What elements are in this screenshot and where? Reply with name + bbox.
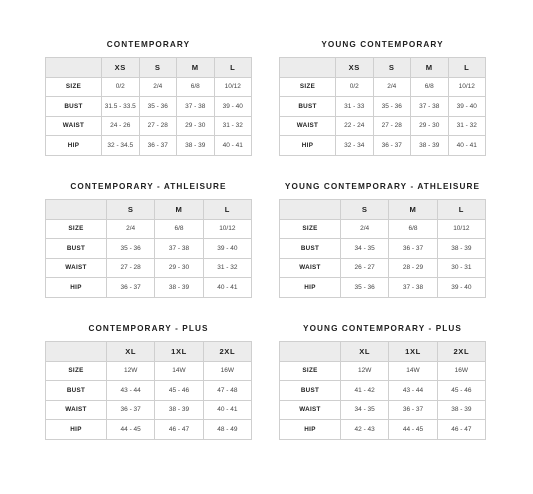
table-cell: 40 - 41 bbox=[214, 136, 252, 156]
table-row bbox=[46, 381, 252, 401]
table-cell: 31 - 32 bbox=[203, 258, 251, 278]
size-header: 1XL bbox=[389, 342, 437, 362]
young-contemporary-table bbox=[279, 57, 486, 156]
table-cell: 38 - 39 bbox=[437, 239, 485, 259]
table-cell: 40 - 41 bbox=[203, 278, 251, 298]
table-cell: 2/4 bbox=[373, 77, 411, 97]
table-cell: 29 - 30 bbox=[177, 116, 215, 136]
young-contemporary-athleisure-size-chart bbox=[279, 182, 486, 298]
row-label: BUST bbox=[280, 97, 336, 117]
table-cell: 42 - 43 bbox=[341, 420, 389, 440]
table-cell: 34 - 35 bbox=[341, 239, 389, 259]
table-row bbox=[280, 420, 486, 440]
table-cell: 47 - 48 bbox=[203, 381, 251, 401]
table-cell: 36 - 37 bbox=[139, 136, 177, 156]
table-cell: 32 - 34 bbox=[336, 136, 374, 156]
table-cell: 14W bbox=[389, 361, 437, 381]
table-row bbox=[46, 239, 252, 259]
young-contemporary-plus-title: YOUNG CONTEMPORARY - PLUS bbox=[303, 324, 462, 333]
table-cell: 36 - 37 bbox=[389, 400, 437, 420]
corner-cell bbox=[46, 58, 102, 78]
table-cell: 29 - 30 bbox=[155, 258, 203, 278]
table-row bbox=[46, 400, 252, 420]
table-row bbox=[46, 278, 252, 298]
table-cell: 39 - 40 bbox=[437, 278, 485, 298]
table-cell: 29 - 30 bbox=[411, 116, 449, 136]
size-header: XS bbox=[102, 58, 140, 78]
table-cell: 41 - 42 bbox=[341, 381, 389, 401]
table-row bbox=[280, 239, 486, 259]
size-header: XS bbox=[336, 58, 374, 78]
young-contemporary-plus-table bbox=[279, 341, 486, 440]
table-cell: 36 - 37 bbox=[389, 239, 437, 259]
row-label: BUST bbox=[280, 381, 341, 401]
table-row bbox=[280, 219, 486, 239]
table-cell: 27 - 28 bbox=[373, 116, 411, 136]
header-row bbox=[280, 58, 486, 78]
table-cell: 46 - 47 bbox=[437, 420, 485, 440]
table-cell: 6/8 bbox=[177, 77, 215, 97]
table-cell: 36 - 37 bbox=[107, 278, 155, 298]
row-label: SIZE bbox=[280, 77, 336, 97]
row-label: BUST bbox=[280, 239, 341, 259]
table-cell: 39 - 40 bbox=[214, 97, 252, 117]
table-cell: 35 - 36 bbox=[373, 97, 411, 117]
table-cell: 38 - 39 bbox=[177, 136, 215, 156]
table-cell: 10/12 bbox=[214, 77, 252, 97]
row-label: WAIST bbox=[46, 116, 102, 136]
table-cell: 45 - 46 bbox=[155, 381, 203, 401]
table-cell: 31.5 - 33.5 bbox=[102, 97, 140, 117]
row-label: SIZE bbox=[280, 361, 341, 381]
table-cell: 38 - 39 bbox=[437, 400, 485, 420]
table-cell: 36 - 37 bbox=[373, 136, 411, 156]
header-row bbox=[46, 342, 252, 362]
table-row bbox=[280, 278, 486, 298]
table-cell: 35 - 36 bbox=[139, 97, 177, 117]
table-cell: 38 - 39 bbox=[155, 400, 203, 420]
table-cell: 16W bbox=[203, 361, 251, 381]
table-cell: 0/2 bbox=[336, 77, 374, 97]
table-cell: 36 - 37 bbox=[107, 400, 155, 420]
size-header: 1XL bbox=[155, 342, 203, 362]
row-label: BUST bbox=[46, 97, 102, 117]
table-cell: 2/4 bbox=[341, 219, 389, 239]
table-cell: 40 - 41 bbox=[203, 400, 251, 420]
table-cell: 12W bbox=[341, 361, 389, 381]
table-cell: 10/12 bbox=[203, 219, 251, 239]
row-label: SIZE bbox=[280, 219, 341, 239]
young-contemporary-athleisure-title: YOUNG CONTEMPORARY - ATHLEISURE bbox=[284, 182, 481, 191]
row-label: SIZE bbox=[46, 361, 107, 381]
contemporary-plus-title: CONTEMPORARY - PLUS bbox=[88, 324, 209, 333]
size-header: S bbox=[373, 58, 411, 78]
table-row bbox=[46, 97, 252, 117]
row-label: HIP bbox=[46, 278, 107, 298]
row-label: WAIST bbox=[46, 400, 107, 420]
table-row bbox=[46, 77, 252, 97]
table-cell: 31 - 32 bbox=[448, 116, 486, 136]
table-row bbox=[46, 420, 252, 440]
table-cell: 28 - 29 bbox=[389, 258, 437, 278]
table-row bbox=[280, 361, 486, 381]
table-cell: 2/4 bbox=[139, 77, 177, 97]
table-cell: 37 - 38 bbox=[177, 97, 215, 117]
table-row bbox=[46, 219, 252, 239]
table-cell: 35 - 36 bbox=[341, 278, 389, 298]
size-header: S bbox=[341, 200, 389, 220]
table-row bbox=[280, 136, 486, 156]
table-cell: 30 - 31 bbox=[437, 258, 485, 278]
table-row bbox=[46, 258, 252, 278]
size-header: S bbox=[139, 58, 177, 78]
contemporary-size-chart bbox=[45, 40, 252, 156]
table-cell: 37 - 38 bbox=[155, 239, 203, 259]
size-header: S bbox=[107, 200, 155, 220]
table-row bbox=[46, 361, 252, 381]
young-contemporary-title: YOUNG CONTEMPORARY bbox=[321, 40, 444, 49]
table-cell: 39 - 40 bbox=[203, 239, 251, 259]
row-label: SIZE bbox=[46, 77, 102, 97]
table-cell: 43 - 44 bbox=[107, 381, 155, 401]
table-cell: 2/4 bbox=[107, 219, 155, 239]
table-cell: 44 - 45 bbox=[389, 420, 437, 440]
table-row bbox=[280, 97, 486, 117]
row-label: BUST bbox=[46, 239, 107, 259]
header-row bbox=[46, 58, 252, 78]
size-header: 2XL bbox=[437, 342, 485, 362]
header-row bbox=[46, 200, 252, 220]
table-cell: 35 - 36 bbox=[107, 239, 155, 259]
contemporary-plus-table bbox=[45, 341, 252, 440]
table-cell: 39 - 40 bbox=[448, 97, 486, 117]
table-cell: 16W bbox=[437, 361, 485, 381]
young-contemporary-plus-size-chart bbox=[279, 324, 486, 440]
header-row bbox=[280, 342, 486, 362]
table-cell: 24 - 26 bbox=[102, 116, 140, 136]
table-row bbox=[280, 258, 486, 278]
table-cell: 10/12 bbox=[448, 77, 486, 97]
young-contemporary-size-chart bbox=[279, 40, 486, 156]
row-label: BUST bbox=[46, 381, 107, 401]
size-header: XL bbox=[107, 342, 155, 362]
table-cell: 14W bbox=[155, 361, 203, 381]
table-cell: 6/8 bbox=[155, 219, 203, 239]
size-header: M bbox=[411, 58, 449, 78]
row-label: HIP bbox=[46, 420, 107, 440]
row-label: WAIST bbox=[280, 116, 336, 136]
size-header: M bbox=[177, 58, 215, 78]
table-row bbox=[280, 77, 486, 97]
corner-cell bbox=[46, 200, 107, 220]
size-header: XL bbox=[341, 342, 389, 362]
table-cell: 6/8 bbox=[411, 77, 449, 97]
table-row bbox=[280, 381, 486, 401]
contemporary-table bbox=[45, 57, 252, 156]
row-label: HIP bbox=[280, 278, 341, 298]
table-cell: 37 - 38 bbox=[411, 97, 449, 117]
row-label: SIZE bbox=[46, 219, 107, 239]
contemporary-plus-size-chart bbox=[45, 324, 252, 440]
row-label: HIP bbox=[280, 420, 341, 440]
table-cell: 45 - 46 bbox=[437, 381, 485, 401]
row-label: WAIST bbox=[46, 258, 107, 278]
contemporary-athleisure-size-chart bbox=[45, 182, 252, 298]
contemporary-athleisure-title: CONTEMPORARY - ATHLEISURE bbox=[70, 182, 227, 191]
corner-cell bbox=[280, 58, 336, 78]
table-cell: 27 - 28 bbox=[139, 116, 177, 136]
table-row bbox=[46, 136, 252, 156]
contemporary-athleisure-table bbox=[45, 199, 252, 298]
table-cell: 6/8 bbox=[389, 219, 437, 239]
corner-cell bbox=[280, 200, 341, 220]
table-cell: 0/2 bbox=[102, 77, 140, 97]
table-cell: 12W bbox=[107, 361, 155, 381]
size-header: M bbox=[155, 200, 203, 220]
table-cell: 44 - 45 bbox=[107, 420, 155, 440]
table-cell: 38 - 39 bbox=[155, 278, 203, 298]
corner-cell bbox=[280, 342, 341, 362]
table-cell: 27 - 28 bbox=[107, 258, 155, 278]
table-cell: 48 - 49 bbox=[203, 420, 251, 440]
row-label: WAIST bbox=[280, 258, 341, 278]
corner-cell bbox=[46, 342, 107, 362]
size-header: L bbox=[437, 200, 485, 220]
size-header: M bbox=[389, 200, 437, 220]
table-cell: 37 - 38 bbox=[389, 278, 437, 298]
row-label: HIP bbox=[280, 136, 336, 156]
size-header: L bbox=[448, 58, 486, 78]
row-label: HIP bbox=[46, 136, 102, 156]
table-cell: 26 - 27 bbox=[341, 258, 389, 278]
table-row bbox=[280, 400, 486, 420]
table-row bbox=[46, 116, 252, 136]
table-row bbox=[280, 116, 486, 136]
table-cell: 34 - 35 bbox=[341, 400, 389, 420]
table-cell: 31 - 33 bbox=[336, 97, 374, 117]
table-cell: 22 - 24 bbox=[336, 116, 374, 136]
table-cell: 43 - 44 bbox=[389, 381, 437, 401]
young-contemporary-athleisure-table bbox=[279, 199, 486, 298]
table-cell: 10/12 bbox=[437, 219, 485, 239]
header-row bbox=[280, 200, 486, 220]
row-label: WAIST bbox=[280, 400, 341, 420]
table-cell: 31 - 32 bbox=[214, 116, 252, 136]
table-cell: 38 - 39 bbox=[411, 136, 449, 156]
size-header: L bbox=[214, 58, 252, 78]
table-cell: 46 - 47 bbox=[155, 420, 203, 440]
size-header: 2XL bbox=[203, 342, 251, 362]
table-cell: 40 - 41 bbox=[448, 136, 486, 156]
size-header: L bbox=[203, 200, 251, 220]
table-cell: 32 - 34.5 bbox=[102, 136, 140, 156]
contemporary-title: CONTEMPORARY bbox=[106, 40, 191, 49]
